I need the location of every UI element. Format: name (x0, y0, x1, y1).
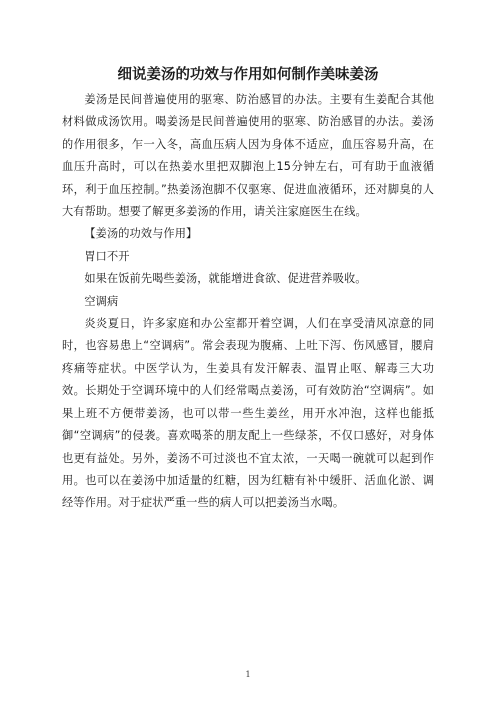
intro-paragraph: 姜汤是民间普遍使用的驱寒、防治感冒的办法。主要有生姜配合其他材料做成汤饮用。喝姜汤是民间普遍使用的驱寒、防治感冒的办法。姜汤的作用很多，乍一入冬，高血压病人因为身体不适应，血压容易升高，在血压升高时，可以在热姜水里把双脚泡上15分钟左右，可有助于血液循环，利于血压控制。”热姜汤泡脚不仅驱寒、促进血液循环，还对脚臭的人大有帮助。想要了解更多姜汤的作用，请关注家庭医生在线。 (62, 93, 434, 219)
page-number: 1 (245, 670, 251, 679)
subheading-air-conditioning: 空调病 (84, 294, 119, 308)
document-title: 细说姜汤的功效与作用如何制作美味姜汤 (117, 67, 379, 83)
air-conditioning-paragraph: 炎炎夏日，许多家庭和办公室都开着空调，人们在享受清风凉意的同时，也容易患上“空调病”。常会表现为腹痛、上吐下泻、伤风感冒，腰肩疼痛等症状。中医学认为，生姜具有发汗解表、温胃止呕、解毒三大功效。长期处于空调环境中的人们经常喝点姜汤，可有效防治“空调病”。如果上班不方便带姜汤，也可以带一些生姜丝，用开水冲泡，这样也能抵御“空调病”的侵袭。喜欢喝茶的朋友配上一些绿茶，不仅口感好，对身体也更有益处。另外，姜汤不可过淡也不宜太浓，一天喝一碗就可以起到作用。也可以在姜汤中加适量的红糖，因为红糖有补中缓肝、活血化淤、调经等作用。对于症状严重一些的病人可以把姜汤当水喝。 (62, 317, 434, 510)
section-heading: 【姜汤的功效与作用】 (84, 227, 198, 241)
appetite-paragraph: 如果在饭前先喝些姜汤，就能增进食欲、促进营养吸收。 (84, 272, 367, 286)
document-body (62, 89, 434, 515)
subheading-appetite: 胃口不开 (84, 249, 130, 263)
